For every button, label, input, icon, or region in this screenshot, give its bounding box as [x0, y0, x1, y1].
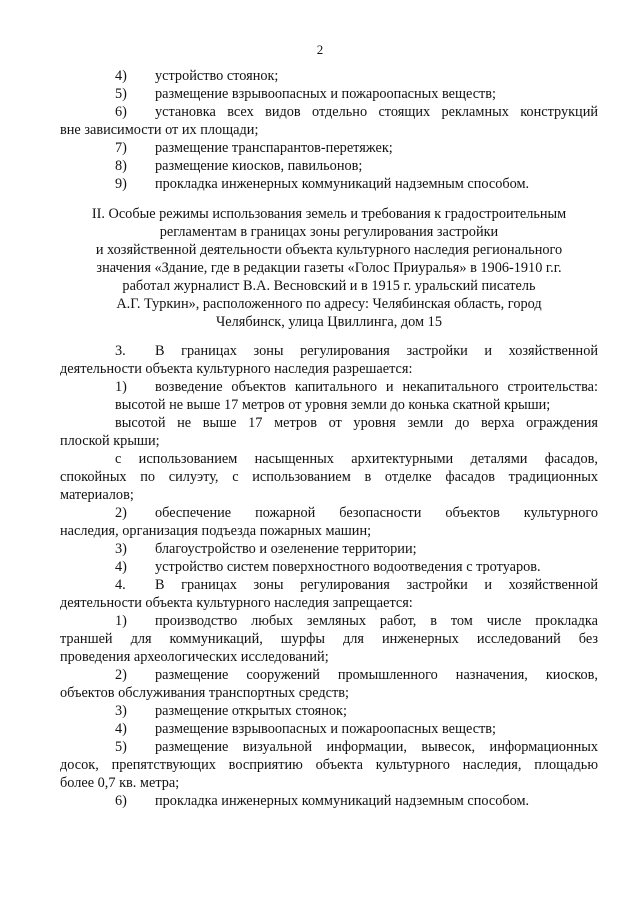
list-item-continuation [60, 684, 598, 702]
heading-line: работал журналист В.А. Весновский и в 1915 г. уральский писатель [122, 278, 536, 294]
list-item-text: объектов обслуживания транспортных средств; [60, 685, 349, 701]
list-item-number: 3) [115, 541, 127, 557]
list-item-text: прокладка инженерных коммуникаций надземным способом. [155, 793, 530, 809]
sub-text: высотой не выше 17 метров от уровня земли до конька скатной крыши; [115, 397, 551, 413]
paragraph-text: деятельности объекта культурного наследия запрещается: [60, 595, 413, 611]
list-item-text: размещение взрывоопасных и пожароопасных веществ; [155, 721, 497, 737]
heading-line: и хозяйственной деятельности объекта культурного наследия регионального [95, 242, 563, 258]
list-item-number: 1) [115, 613, 127, 629]
list-item [60, 139, 598, 157]
list-item [60, 702, 598, 720]
sub-line [60, 414, 598, 432]
sub-line [60, 396, 598, 414]
list-item-number: 4) [115, 721, 127, 737]
paragraph-line [60, 360, 598, 378]
list-item-text: траншей для коммуникаций, шурфы для инженерных исследований без [60, 631, 598, 647]
list-item-text: производство любых земляных работ, в том числе прокладка [155, 613, 598, 629]
sub-line [60, 432, 598, 450]
paragraph-number: 3. [115, 343, 126, 359]
list-item-continuation [60, 756, 598, 774]
list-item [60, 666, 598, 684]
list-item-number: 2) [115, 505, 127, 521]
paragraph-line [60, 342, 598, 360]
sub-text: с использованием насыщенных архитектурными деталями фасадов, [115, 451, 598, 467]
sub-text: материалов; [60, 487, 134, 503]
list-item-number: 4) [115, 559, 127, 575]
list-item-number: 8) [115, 158, 127, 174]
sub-line [60, 468, 598, 486]
list-item-text: устройство систем поверхностного водоотведения с тротуаров. [155, 559, 541, 575]
list-item [60, 558, 598, 576]
list-item-text: возведение объектов капитального и некапитального строительства: [155, 379, 598, 395]
list-item-continuation [60, 648, 598, 666]
list-item-number: 4) [115, 68, 127, 84]
list-item-text: вне зависимости от их площади; [60, 122, 259, 138]
list-item-text: досок, препятствующих восприятию объекта культурного наследия, площадью [60, 757, 598, 773]
list-item-continuation [60, 121, 598, 139]
list-item-text: обеспечение пожарной безопасности объектов культурного [155, 505, 598, 521]
list-item-continuation [60, 522, 598, 540]
paragraph-number: 4. [115, 577, 126, 593]
list-item-number: 2) [115, 667, 127, 683]
heading-line: А.Г. Туркин», расположенного по адресу: Челябинская область, город [116, 296, 542, 312]
list-item-text: размещение транспарантов-перетяжек; [155, 140, 393, 156]
list-item-text: размещение сооружений промышленного назначения, киосков, [155, 667, 598, 683]
list-item [60, 103, 598, 121]
list-item [60, 720, 598, 738]
list-item-text: наследия, организация подъезда пожарных машин; [60, 523, 372, 539]
heading-line: II. Особые режимы использования земель и требования к градостроительным [91, 206, 567, 222]
list-item-continuation [60, 774, 598, 792]
list-item-continuation [60, 630, 598, 648]
list-item-text: установка всех видов отдельно стоящих рекламных конструкций [155, 104, 598, 120]
page-number: 2 [316, 42, 324, 57]
sub-text: плоской крыши; [60, 433, 160, 449]
list-item-number: 7) [115, 140, 127, 156]
sub-line [60, 486, 598, 504]
heading-line: значения «Здание, где в редакции газеты «Голос Приуралья» в 1906-1910 г.г. [96, 260, 562, 276]
heading-line: регламентам в границах зоны регулирования застройки [159, 224, 499, 240]
sub-line [60, 450, 598, 468]
heading-line: Челябинск, улица Цвиллинга, дом 15 [216, 314, 442, 330]
paragraph-text: деятельности объекта культурного наследия разрешается: [60, 361, 413, 377]
paragraph-line [60, 594, 598, 612]
list-item [60, 738, 598, 756]
list-item-text: размещение визуальной информации, вывесок, информационных [155, 739, 598, 755]
list-item-text: проведения археологических исследований; [60, 649, 329, 665]
list-item-text: размещение открытых стоянок; [155, 703, 347, 719]
list-item-number: 5) [115, 86, 127, 102]
list-item [60, 504, 598, 522]
list-item [60, 540, 598, 558]
list-item-number: 1) [115, 379, 127, 395]
list-item [60, 157, 598, 175]
list-item-text: размещение киосков, павильонов; [155, 158, 363, 174]
paragraph-line [60, 576, 598, 594]
sub-text: высотой не выше 17 метров от уровня земли до верха ограждения [115, 415, 598, 431]
list-item-text: устройство стоянок; [155, 68, 279, 84]
paragraph-text: В границах зоны регулирования застройки и хозяйственной [155, 343, 598, 359]
list-item-text: более 0,7 кв. метра; [60, 775, 180, 791]
list-item-number: 6) [115, 104, 127, 120]
list-item [60, 612, 598, 630]
list-item-number: 6) [115, 793, 127, 809]
list-item-text: размещение взрывоопасных и пожароопасных веществ; [155, 86, 497, 102]
list-item [60, 85, 598, 103]
list-item-number: 9) [115, 176, 127, 192]
list-item [60, 792, 598, 810]
list-item [60, 175, 598, 193]
list-item [60, 378, 598, 396]
list-item-text: прокладка инженерных коммуникаций надземным способом. [155, 176, 530, 192]
list-item [60, 67, 598, 85]
list-item-number: 3) [115, 703, 127, 719]
paragraph-text: В границах зоны регулирования застройки и хозяйственной [155, 577, 598, 593]
sub-text: спокойных по силуэту, с использованием в отделке фасадов традиционных [60, 469, 598, 485]
list-item-number: 5) [115, 739, 127, 755]
list-item-text: благоустройство и озеленение территории; [155, 541, 417, 557]
